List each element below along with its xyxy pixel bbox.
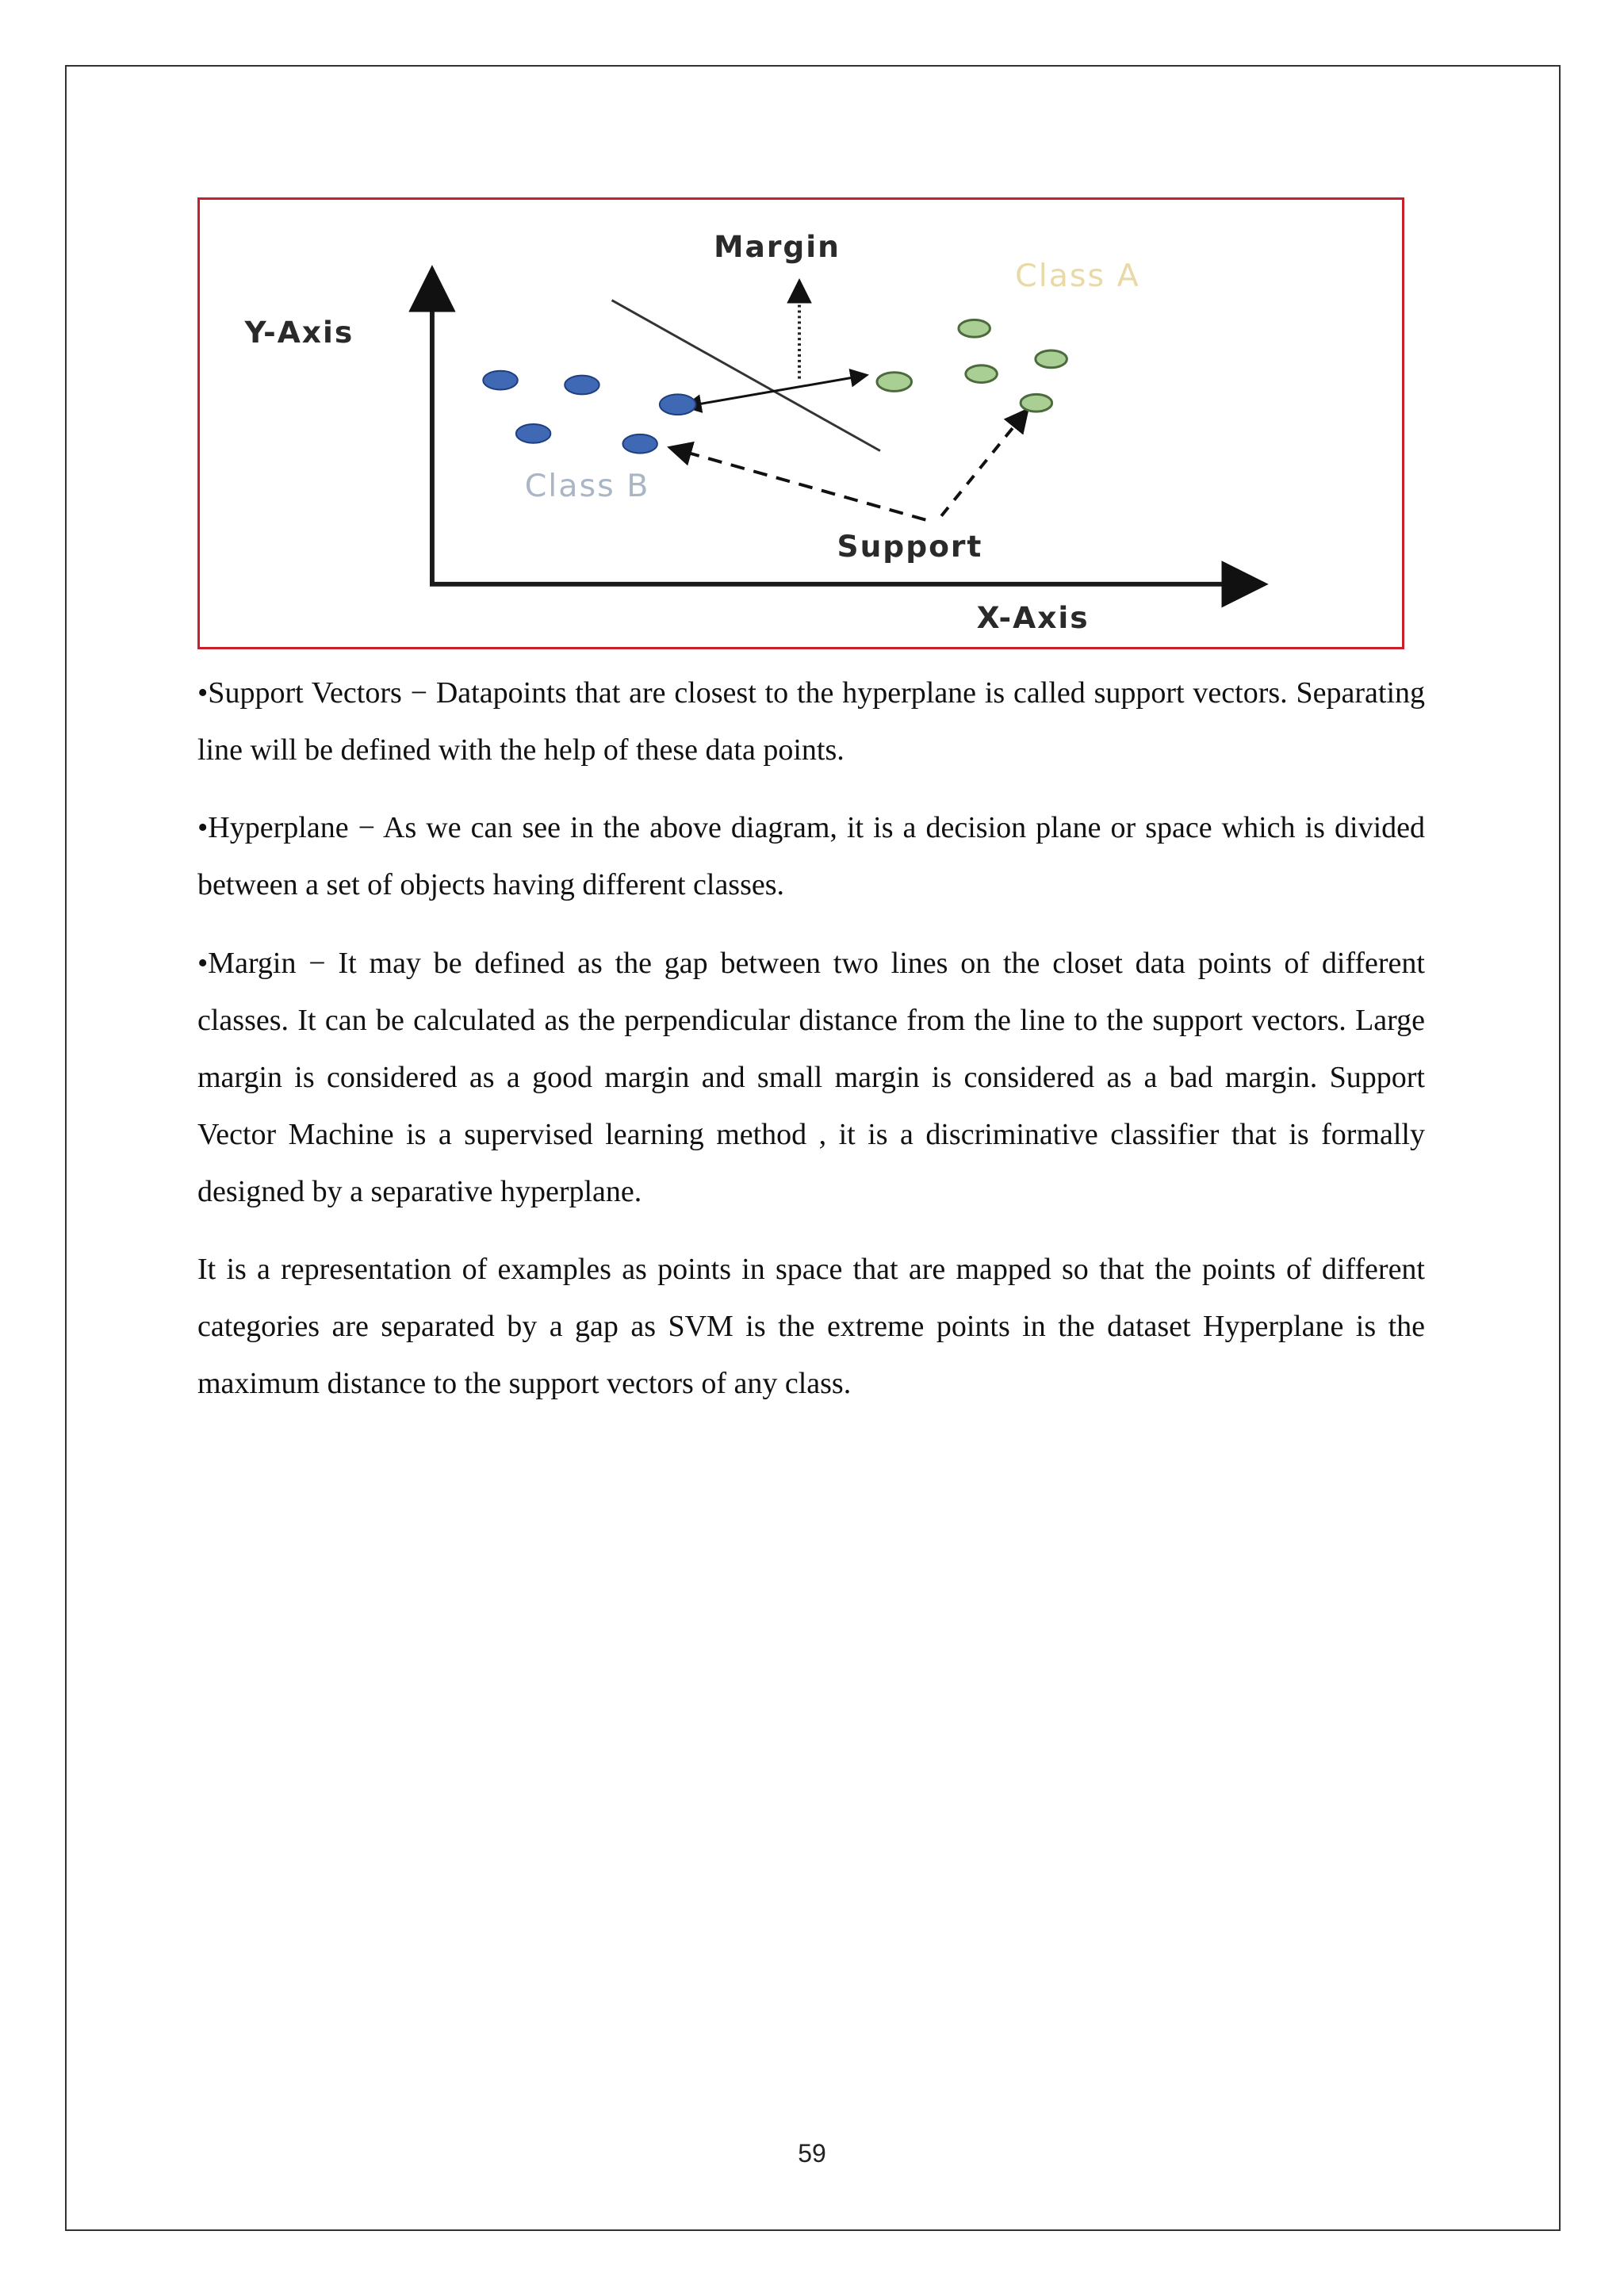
- class-b-point: [622, 434, 657, 453]
- class-b-label: Class B: [524, 468, 650, 505]
- paragraph-hyperplane: •Hyperplane − As we can see in the above diagram, it is a decision plane or space which is divided between a set of objects having different classes.: [197, 811, 1425, 901]
- class-a-point: [959, 320, 990, 337]
- class-a-support-point: [877, 373, 912, 392]
- y-axis-label: Y-Axis: [244, 315, 354, 350]
- class-b-support-point: [660, 394, 696, 415]
- hyperplane-line: [612, 300, 880, 451]
- class-a-support-point: [1021, 394, 1052, 411]
- class-a-label: Class A: [1015, 257, 1140, 294]
- page-number: 59: [798, 2139, 826, 2168]
- svm-diagram: [197, 197, 1404, 649]
- paragraph-margin: •Margin − It may be defined as the gap between two lines on the closet data points of different classes. It can be calculated as the perpendicular distance from the line to the support vectors. Large margin is considered as a good margin and small margin is considered as a bad margin. Support Vector Machine is a supervised learning method , it is a discriminative classifier that is formally designed by a separative hyperplane.: [197, 947, 1425, 1208]
- class-a-point: [966, 365, 998, 383]
- support-arrow-class-a: [941, 412, 1025, 516]
- paragraph-support-vectors: •Support Vectors − Datapoints that are closest to the hyperplane is called support vectors. Separating line will be defined with the help of these data points.: [197, 676, 1425, 767]
- support-arrow-class-b: [673, 449, 926, 520]
- paragraph-representation: It is a representation of examples as points in space that are mapped so that the points of different categories are separated by a gap as SVM is the extreme points in the dataset Hyperplane is the maximum distance to the support vectors of any class.: [197, 1253, 1425, 1400]
- margin-label: Margin: [714, 229, 841, 265]
- class-a-point: [1036, 350, 1067, 368]
- class-b-point: [483, 371, 518, 390]
- class-b-point: [565, 376, 599, 395]
- svm-diagram-svg: [200, 200, 1402, 647]
- margin-width-arrow: [696, 376, 864, 405]
- x-axis-label: X-Axis: [976, 600, 1090, 636]
- support-label: Support: [837, 529, 983, 564]
- class-b-point: [516, 424, 551, 443]
